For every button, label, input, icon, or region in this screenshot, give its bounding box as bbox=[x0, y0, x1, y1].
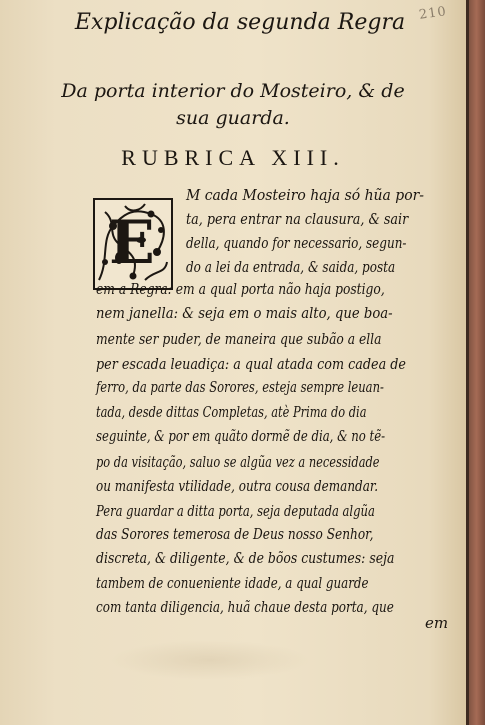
body-line: ferro, da parte das Sorores, esteja sempre leuan- bbox=[96, 378, 384, 396]
body-line: em a Regra: em a qual porta não haja postigo, bbox=[96, 280, 385, 298]
chapter-title-line-1: Da porta interior do Mosteiro, & de bbox=[61, 80, 405, 102]
body-line: mente ser puder, de maneira que subão a ella bbox=[96, 330, 382, 348]
body-line: nem janella: & seja em o mais alto, que boa- bbox=[96, 304, 393, 322]
catchword: em bbox=[425, 614, 449, 632]
body-line: tambem de conueniente idade, a qual guarde bbox=[96, 574, 369, 592]
body-line: seguinte, & por em quãto dormẽ de dia, & no tẽ- bbox=[96, 427, 386, 445]
binding-edge bbox=[466, 0, 485, 725]
body-line: com tanta diligencia, huã chaue desta porta, que bbox=[96, 598, 394, 616]
body-line: ta, pera entrar na clausura, & sair bbox=[186, 210, 409, 228]
body-line: discreta, & diligente, & de bõos custumes: seja bbox=[96, 549, 395, 567]
decorated-initial bbox=[93, 198, 173, 290]
body-line: Pera guardar a ditta porta, seja deputada algũa bbox=[96, 502, 375, 520]
body-line: della, quando for necessario, segun- bbox=[186, 234, 407, 252]
page-number: 210 bbox=[418, 4, 448, 23]
chapter-title-line-2: sua guarda. bbox=[176, 107, 290, 129]
body-line: per escada leuadiça: a qual atada com cadea de bbox=[96, 355, 406, 373]
rubric-heading: RUBRICA XIII. bbox=[121, 145, 345, 170]
body-line: tada, desde dittas Completas, atè Prima do dia bbox=[96, 403, 367, 421]
body-line: das Sorores temerosa de Deus nosso Senhor, bbox=[96, 525, 374, 543]
paper-stain bbox=[110, 640, 310, 680]
body-line: M cada Mosteiro haja só hũa por- bbox=[186, 186, 425, 204]
body-line: ou manifesta vtilidade, outra cousa demandar. bbox=[96, 477, 379, 495]
drop-cap-letter: E bbox=[109, 208, 155, 278]
body-line: do a lei da entrada, & saida, posta bbox=[186, 258, 396, 276]
running-header: Explicação da segunda Regra bbox=[74, 10, 406, 35]
body-line: po da visitação, saluo se algũa vez a necessidade bbox=[96, 453, 380, 471]
